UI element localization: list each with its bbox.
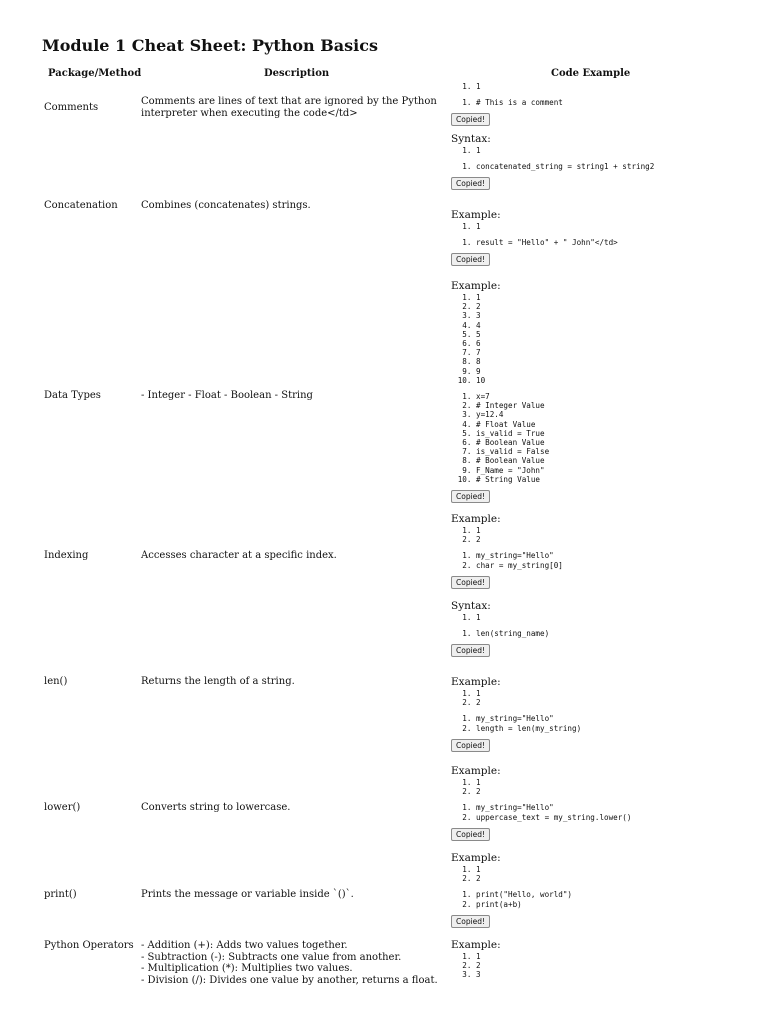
row-description: Accesses character at a specific index. [141,550,337,561]
row-name: Concatenation [44,200,118,211]
code-line: 1. concatenated_string = string1 + string2 [476,162,761,171]
code-lines [451,803,761,821]
row-description: Combines (concatenates) strings. [141,200,311,211]
code-line: 2. 2 [476,698,761,707]
code-line: 1. x=7 [476,392,761,401]
code-line: 8. # Boolean Value [476,456,761,465]
code-line: 2. 2 [476,535,761,544]
code-label: Syntax: [451,133,491,145]
code-line: 1. 1 [476,526,761,535]
copy-button[interactable]: Copied! [451,177,490,190]
code-line: 1. result = "Hello" + " John"</td> [476,238,761,247]
code-line: 7. 7 [476,348,761,357]
code-line: 1. my_string="Hello" [476,803,761,812]
code-label: Example: [451,852,501,864]
row-name: Comments [44,102,99,113]
line-number-list [451,146,761,155]
code-lines [451,162,761,171]
line-number-list [451,778,761,796]
code-block [451,600,761,657]
code-line: 3. y=12.4 [476,410,761,419]
code-label: Example: [451,280,501,292]
copy-button[interactable]: Copied! [451,915,490,928]
code-line: 2. 2 [476,787,761,796]
row-description [141,940,441,986]
line-number-list [451,526,761,544]
line-number-list [451,293,761,385]
code-label: Example: [451,765,501,777]
code-line: 4. # Float Value [476,420,761,429]
code-lines [451,629,761,638]
copy-button[interactable]: Copied! [451,828,490,841]
row-name: lower() [44,802,81,813]
line-number-list [451,613,761,622]
row-name: Python Operators [44,940,134,951]
description-line: - Subtraction (-): Subtracts one value from another. [141,951,402,963]
code-label: Example: [451,939,501,951]
row-name: Indexing [44,550,89,561]
line-number-list [451,222,761,231]
code-line: 2. print(a+b) [476,900,761,909]
code-block [451,209,761,266]
page-title: Module 1 Cheat Sheet: Python Basics [42,36,378,55]
line-number-list [451,952,761,980]
code-line: 2. length = len(my_string) [476,724,761,733]
row-description: Converts string to lowercase. [141,802,291,813]
code-lines [451,98,761,107]
code-block [451,765,761,841]
code-line: 1. len(string_name) [476,629,761,638]
code-line: 6. # Boolean Value [476,438,761,447]
code-line: 1. 1 [476,689,761,698]
line-number-list [451,689,761,707]
row-name: len() [44,676,68,687]
code-line: 2. uppercase_text = my_string.lower() [476,813,761,822]
copy-button[interactable]: Copied! [451,576,490,589]
code-block [451,133,761,190]
code-line: 2. 2 [476,874,761,883]
column-header-package: Package/Method [48,68,142,79]
row-description: Returns the length of a string. [141,676,295,687]
code-block [451,82,761,126]
row-name: print() [44,889,77,900]
code-label: Syntax: [451,600,491,612]
code-line: 10. 10 [476,376,761,385]
code-line: 1. 1 [476,222,761,231]
description-line: - Addition (+): Adds two values together. [141,940,348,951]
copy-button[interactable]: Copied! [451,490,490,503]
row-description: - Integer - Float - Boolean - String [141,390,313,401]
line-number-list [451,82,761,91]
code-line: 3. 3 [476,311,761,320]
code-lines [451,392,761,484]
code-line: 1. # This is a comment [476,98,761,107]
code-line: 9. 9 [476,367,761,376]
copy-button[interactable]: Copied! [451,113,490,126]
code-block [451,513,761,589]
copy-button[interactable]: Copied! [451,644,490,657]
code-line: 1. 1 [476,293,761,302]
code-line: 5. 5 [476,330,761,339]
code-lines [451,238,761,247]
code-line: 8. 8 [476,357,761,366]
code-line: 6. 6 [476,339,761,348]
copy-button[interactable]: Copied! [451,253,490,266]
code-line: 3. 3 [476,970,761,979]
code-line: 9. F_Name = "John" [476,466,761,475]
description-line: - Division (/): Divides one value by another, returns a float. [141,974,438,986]
code-line: 7. is_valid = False [476,447,761,456]
row-name: Data Types [44,390,101,401]
code-line: 5. is_valid = True [476,429,761,438]
column-header-code: Code Example [551,68,631,79]
code-line: 2. 2 [476,961,761,970]
code-line: 10. # String Value [476,475,761,484]
code-line: 1. 1 [476,865,761,874]
line-number-list [451,865,761,883]
row-description: Prints the message or variable inside `()`. [141,889,354,900]
code-line: 2. 2 [476,302,761,311]
code-line: 2. char = my_string[0] [476,561,761,570]
row-description: Comments are lines of text that are ignored by the Python interpreter when executing the code</td> [141,96,437,119]
code-lines [451,714,761,732]
code-block [451,939,761,980]
code-label: Example: [451,209,501,221]
code-line: 1. 1 [476,778,761,787]
code-block [451,280,761,503]
code-line: 1. print("Hello, world") [476,890,761,899]
description-line: - Multiplication (*): Multiplies two values. [141,963,353,974]
code-block [451,676,761,752]
code-label: Example: [451,676,501,688]
code-line: 4. 4 [476,321,761,330]
code-line: 1. my_string="Hello" [476,551,761,560]
code-lines [451,890,761,908]
code-label: Example: [451,513,501,525]
code-line: 1. 1 [476,952,761,961]
code-line: 2. # Integer Value [476,401,761,410]
code-lines [451,551,761,569]
code-line: 1. 1 [476,613,761,622]
code-line: 1. 1 [476,146,761,155]
code-block [451,852,761,928]
column-header-description: Description [264,68,330,79]
copy-button[interactable]: Copied! [451,739,490,752]
code-line: 1. 1 [476,82,761,91]
code-line: 1. my_string="Hello" [476,714,761,723]
